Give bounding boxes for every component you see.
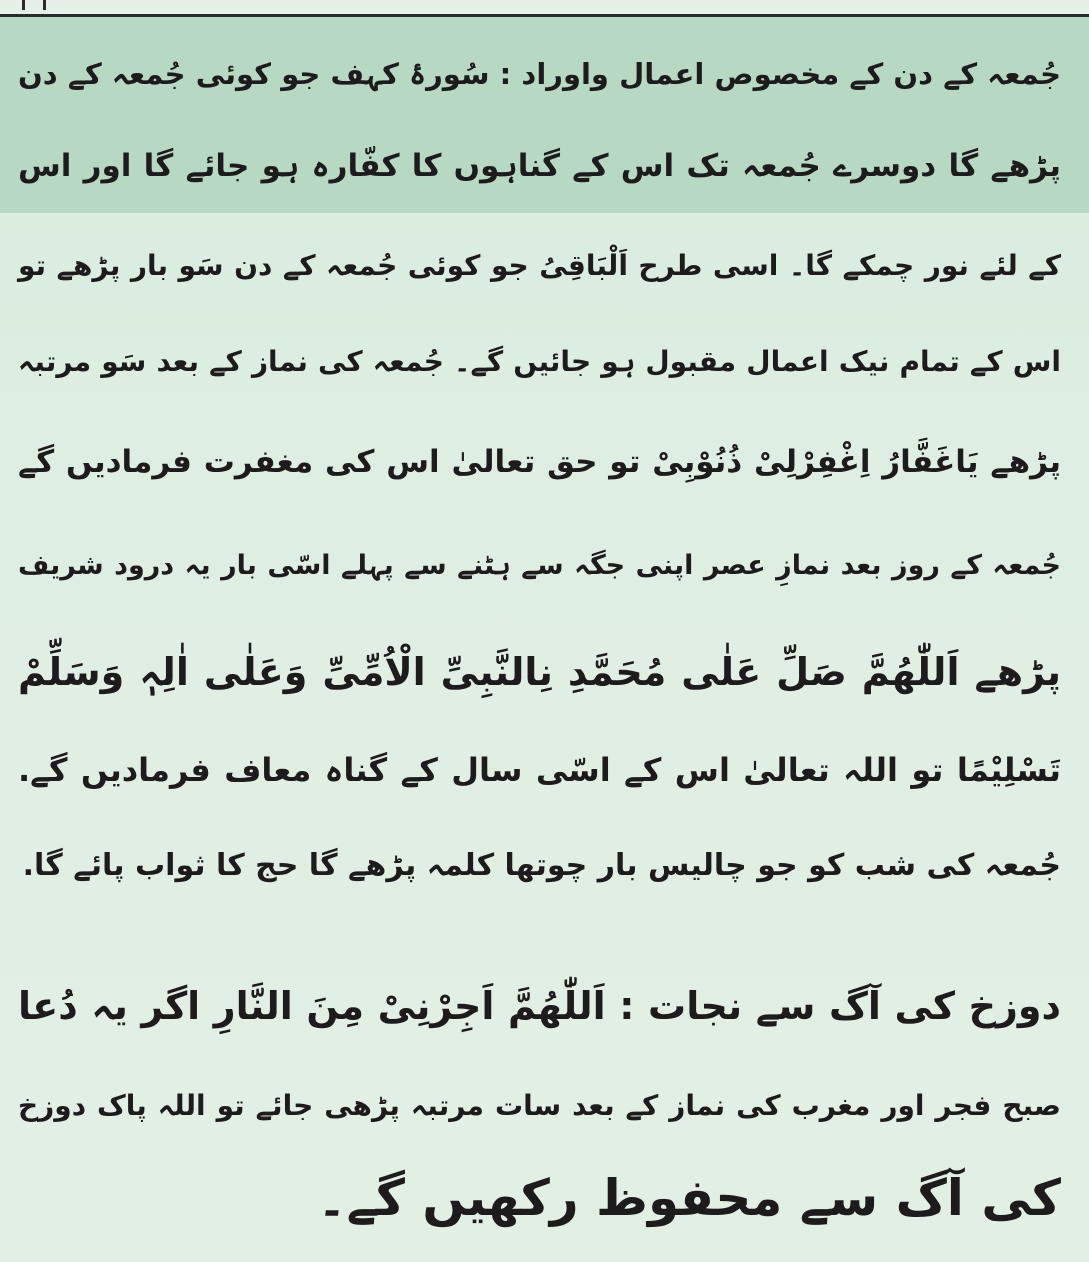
text-line-12: کی آگ سے محفوظ رکھیں گے۔ xyxy=(317,1169,1061,1227)
text-line-4: اس کے تمام نیک اعمال مقبول ہو جائیں گے۔ جُمعہ کی نماز کے بعد سَو مرتبہ xyxy=(18,345,1061,378)
text-line-10: دوزخ کی آگ سے نجات : اَللّٰھُمَّ اَجِرْنِیْ مِنَ النَّارِ اگر یہ دُعا xyxy=(18,984,1061,1028)
text-line-11: صبح فجر اور مغرب کی نماز کے بعد سات مرتبہ پڑھی جائے تو اللہ پاک دوزخ xyxy=(18,1089,1061,1122)
text-line-1: جُمعہ کے دن کے مخصوص اعمال واوراد : سُورۂ کہف جو کوئی جُمعہ کے دن xyxy=(18,57,1061,91)
text-line-5: پڑھے یَاغَفَّارُ اِغْفِرْلِیْ ذُنُوْبِیْ تو حق تعالیٰ اس کی مغفرت فرمادیں گے xyxy=(18,444,1061,480)
text-line-6: جُمعہ کے روز بعد نمازِ عصر اپنی جگہ سے ہٹنے سے پہلے اسّی بار یہ درود شریف xyxy=(18,550,1061,581)
top-mark xyxy=(22,0,46,10)
text-line-3: کے لئے نور چمکے گا۔ اسی طرح اَلْبَاقِیُ جو کوئی جُمعہ کے دن سَو بار پڑھے تو xyxy=(18,249,1061,282)
top-rule xyxy=(0,0,1089,17)
text-line-7-durood: پڑھے اَللّٰھُمَّ صَلِّ عَلٰی مُحَمَّدِ نِالنَّبِیِّ الْاُمِّیِّ وَعَلٰی اٰلِہٖ وَسَلِّمْ xyxy=(18,650,1061,694)
text-line-2: پڑھے گا دوسرے جُمعہ تک اس کے گناہوں کا کفّارہ ہو جائے گا اور اس xyxy=(18,148,1061,184)
text-line-8: تَسْلِیْمًا تو اللہ تعالیٰ اس کے اسّی سال کے گناہ معاف فرمادیں گے. xyxy=(18,751,1061,789)
text-line-9: جُمعہ کی شب کو جو چالیس بار چوتھا کلمہ پڑھے گا حج کا ثواب پائے گا. xyxy=(22,848,1061,883)
